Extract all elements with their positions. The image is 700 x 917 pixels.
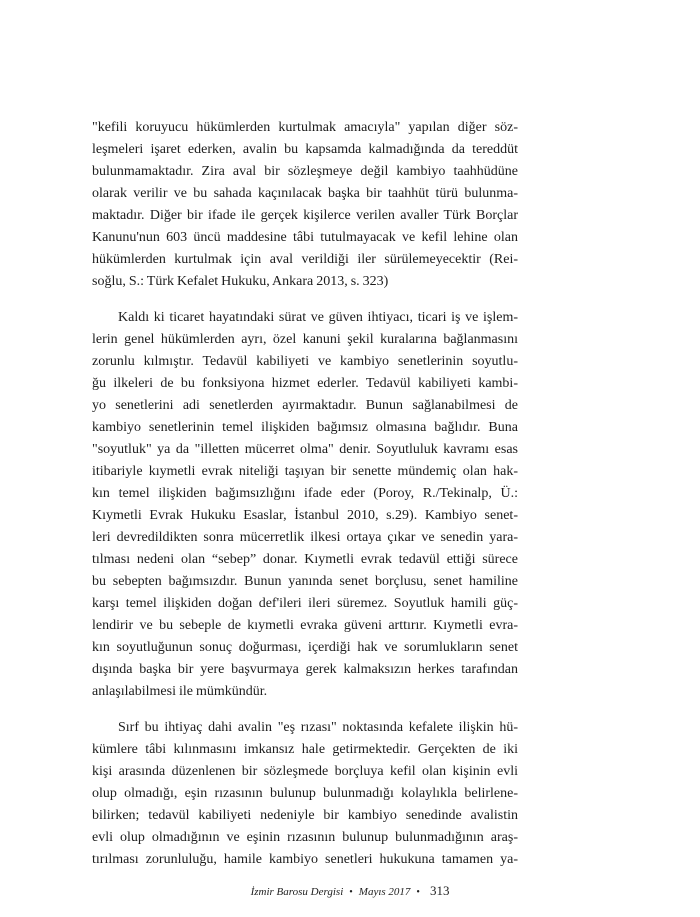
paragraph-line: bilirken; tedavül kabiliyeti nedeniyle bir kambiyo senedinde avalistin (92, 808, 518, 823)
paragraph-line: ğu ilkeleri de bu fonksiyona hizmet ederler. Tedavül kabiliyeti kambi- (92, 376, 518, 391)
paragraph-line: tırılması zorunluluğu, hamile kambiyo senetleri hukukuna tamamen ya- (92, 852, 518, 867)
paragraph-line: kambiyo senetlerinin temel ilişkiden bağımsız olmasına bağlıdır. Buna (92, 420, 518, 435)
page-footer (0, 883, 700, 901)
paragraph-line: karşı temel ilişkiden doğan def'ileri ileri süremez. Soyutluk hamili güç- (92, 596, 518, 611)
paragraph-line: Kanunu'nun 603 üncü maddesine tâbi tutulmayacak ve kefil lehine olan (92, 230, 518, 245)
paragraph-line: bulunmamaktadır. Zira aval bir sözleşmeye değil kambiyo taahhüdüne (92, 164, 518, 179)
paragraph-line: kın soyutluğunun sonuç doğurması, içerdiği hak ve sorumlukların senet (92, 640, 518, 655)
paragraph-line: leri devredildikten sonra mücerretlik ilkesi ortaya çıkar ve senedin yara- (92, 530, 518, 545)
paragraph-line: Kaldı ki ticaret hayatındaki sürat ve güven ihtiyacı, ticari iş ve işlem- (118, 310, 518, 325)
footer-separator: • (416, 887, 420, 898)
paragraph-line: "kefili koruyucu hükümlerden kurtulmak amacıyla" yapılan diğer söz- (92, 120, 518, 135)
page-number: 313 (429, 883, 450, 898)
paragraph-line: kişi arasında düzenlenen bir sözleşmede borçluya kefil olan kişinin evli (92, 764, 518, 779)
paragraph-line: evli olup olmadığının ve eşinin rızasının bulunup bulunmadığının araş- (92, 830, 518, 845)
paragraph-line: Kıymetli Evrak Hukuku Esaslar, İstanbul 2010, s.29). Kambiyo senet- (92, 508, 518, 523)
journal-name: İzmir Barosu Dergisi (250, 886, 344, 898)
footer-separator: • (349, 887, 353, 898)
paragraph-line: lerin genel hükümlerden ayrı, özel kanuni şekil kuralarına bağlanmasını (92, 332, 518, 347)
paragraph-line: zorunlu kılmıştır. Tedavül kabiliyeti ve kambiyo senetlerinin soyutlu- (92, 354, 518, 369)
paragraph-line: kın temel ilişkiden bağımsızlığını ifade eder (Poroy, R./Tekinalp, Ü.: (92, 486, 518, 501)
paragraph-line: lendirir ve bu sebeple de kıymetli evraka güveni arttırır. Kıymetli evra- (92, 618, 518, 633)
paragraph-line: olup olmadığı, eşin rızasının bulunup bulunmadığı kolaylıkla belirlene- (92, 786, 518, 801)
paragraph-line: kümlere tâbi kılınmasını imkansız hale getirmektedir. Gerçekten de iki (92, 742, 518, 757)
paragraph-line: Sırf bu ihtiyaç dahi avalin "eş rızası" noktasında kefalete ilişkin hü- (118, 720, 518, 735)
paragraph-line: maktadır. Diğer bir ifade ile gerçek kişilerce verilen avaller Türk Borçlar (92, 208, 518, 223)
paragraph-line: leşmeleri işaret ederken, avalin bu kapsamda kalmadığında da tereddüt (92, 142, 518, 157)
paragraph-line: bu sebepten bağımsızdır. Bunun yanında senet borçlusu, senet hamiline (92, 574, 518, 589)
journal-issue: Mayıs 2017 (358, 886, 411, 898)
paragraph-line: tılması nedeni olan “sebep” donar. Kıymetli evrak tedavül ettiği sürece (92, 552, 518, 567)
paragraph-line: anlaşılabilmesi ile mümkündür. (92, 684, 268, 699)
paragraph-line: hükümlerden kurtulmak için aval verildiği iler sürülemeyecektir (Rei- (92, 252, 518, 267)
paragraph-line: soğlu, S.: Türk Kefalet Hukuku, Ankara 2013, s. 323) (92, 274, 389, 289)
paragraph-line: olarak verilir ve bu sahada kaçınılacak başka bir taahhüt türü bulunma- (92, 186, 518, 201)
paragraph-line: yo senetlerini adi senetlerden ayırmaktadır. Bunun sağlanabilmesi de (92, 398, 518, 413)
paragraph-line: dışında başka bir yere başvurmaya gerek kalmaksızın herkes tarafından (92, 662, 518, 677)
paragraph-line: "soyutluk" ya da "illetten mücerret olma" denir. Soyutluluk kavramı esas (92, 442, 518, 457)
paragraph-line: itibariyle kıymetli evrak niteliği taşıyan bir senette mündemiç olan hak- (92, 464, 518, 479)
